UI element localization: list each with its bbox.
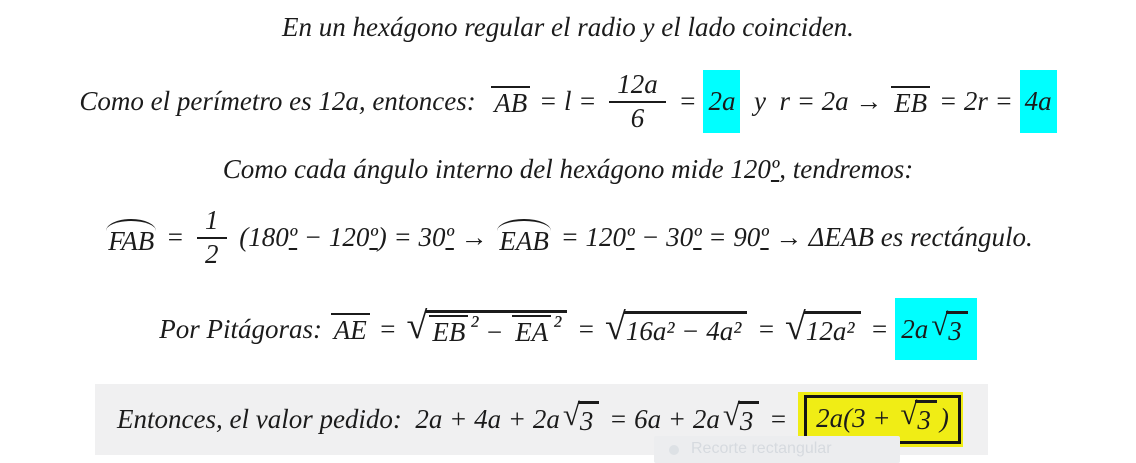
segment-AE-overline: AE (331, 313, 370, 344)
sqrt-EB2-minus-EA2 (406, 305, 567, 348)
sqrt-12a2 (785, 306, 860, 348)
angle-EAB-hat: EAB (496, 219, 551, 255)
radicand (425, 310, 567, 348)
radical-sign: √ (562, 397, 578, 433)
exponent-2: ² (553, 310, 562, 340)
answer-suffix: ) (939, 402, 949, 433)
radical-sign: √ (931, 307, 947, 342)
radical-sign: √ (785, 306, 804, 348)
ordinal-degree: º (770, 154, 780, 184)
highlight-2a-text: 2a (708, 86, 736, 117)
equals-text: = (671, 86, 704, 117)
right-triangle-conclusion: → ΔEAB es rectángulo. (768, 222, 1033, 253)
fraction-denominator: 6 (630, 103, 645, 134)
radicand: 16a² − 4a² (624, 311, 747, 347)
fraction-1-over-2 (197, 206, 227, 269)
fraction-numerator: 1 (197, 206, 227, 239)
arrow-text: → (453, 222, 495, 253)
highlight-4a (1020, 70, 1057, 133)
radicand: 12a² (804, 311, 861, 347)
ordinal-degree: º (693, 222, 702, 253)
fraction-12a-over-6 (609, 70, 666, 133)
equals-text: = (750, 313, 783, 344)
angle-statement-line (20, 154, 1116, 185)
equals-90: = 90 (701, 222, 761, 253)
angle-computation-line (20, 206, 1116, 269)
radicand: 3 (578, 401, 600, 437)
angle-statement-text: Como cada ángulo interno del hexágono mide 120 (222, 154, 771, 184)
highlight-2a-sqrt3 (895, 298, 977, 360)
radical-sign: √ (605, 306, 624, 348)
statement-text: En un hexágono regular el radio y el lado coinciden. (282, 12, 854, 42)
radical-sign: √ (406, 305, 426, 347)
conclusion-text: Entonces, el valor pedido: 2a + 4a + 2a (117, 403, 560, 434)
sqrt-3 (900, 396, 937, 436)
highlight-2a-part: 2a (901, 313, 929, 344)
equals-30: ) = 30 (377, 222, 446, 253)
minus-30: − 30 (634, 222, 694, 253)
segment-AB-overline: AB (491, 86, 530, 117)
ordinal-degree: º (760, 222, 769, 253)
sqrt-3 (931, 307, 968, 347)
equals-120: = 120 (553, 222, 627, 253)
radical-sign: √ (722, 397, 738, 433)
minus-text: − (478, 317, 511, 347)
snip-status-icon (669, 445, 679, 455)
radicand: 3 (915, 400, 937, 436)
angle-statement-tail: , tendremos: (779, 154, 914, 184)
answer-prefix: 2a(3 + (816, 402, 898, 433)
snip-tooltip-label: Recorte rectangular (691, 440, 832, 458)
statement-line (20, 12, 1116, 43)
equals-text: = (762, 403, 795, 434)
radicand: 3 (946, 311, 968, 347)
sqrt-3 (722, 397, 760, 437)
perimeter-equation-line (20, 70, 1116, 133)
equals-2r-text: = 2r = (932, 86, 1020, 117)
equals-text: = (863, 313, 896, 344)
sqrt-16a2-minus-4a2 (605, 306, 747, 348)
perimeter-text: Como el perímetro es 12a, entonces: (79, 86, 490, 117)
equals-text: = (570, 313, 603, 344)
angle-FAB-hat: FAB (105, 219, 157, 255)
pythagoras-line (20, 298, 1116, 360)
ordinal-degree: º (369, 222, 378, 253)
equals-6a-text: = 6a + 2a (602, 403, 720, 434)
segment-EB-overline: EB (891, 86, 930, 117)
snip-tooltip (654, 436, 900, 463)
highlight-2a (703, 70, 740, 133)
minus-120: − 120 (297, 222, 370, 253)
equals-l-text: = l = (532, 86, 604, 117)
segment-EB-overline: EB (429, 315, 468, 346)
fraction-numerator: 12a (609, 70, 666, 103)
sqrt-3 (562, 397, 600, 437)
open-paren-180: (180 (232, 222, 289, 253)
radicand: 3 (738, 401, 760, 437)
ordinal-degree: º (626, 222, 635, 253)
ordinal-degree: º (288, 222, 298, 253)
pythagoras-label: Por Pitágoras: (159, 313, 329, 344)
segment-EA-overline: EA (512, 315, 551, 346)
exponent-2: ² (470, 310, 479, 340)
highlight-4a-text: 4a (1024, 86, 1052, 117)
fraction-denominator: 2 (205, 239, 219, 270)
equals-text: = (371, 313, 404, 344)
ordinal-degree: º (445, 222, 454, 253)
radical-sign: √ (900, 396, 916, 432)
equals-text: = (159, 222, 192, 253)
radius-text: y r = 2a → (740, 86, 890, 117)
